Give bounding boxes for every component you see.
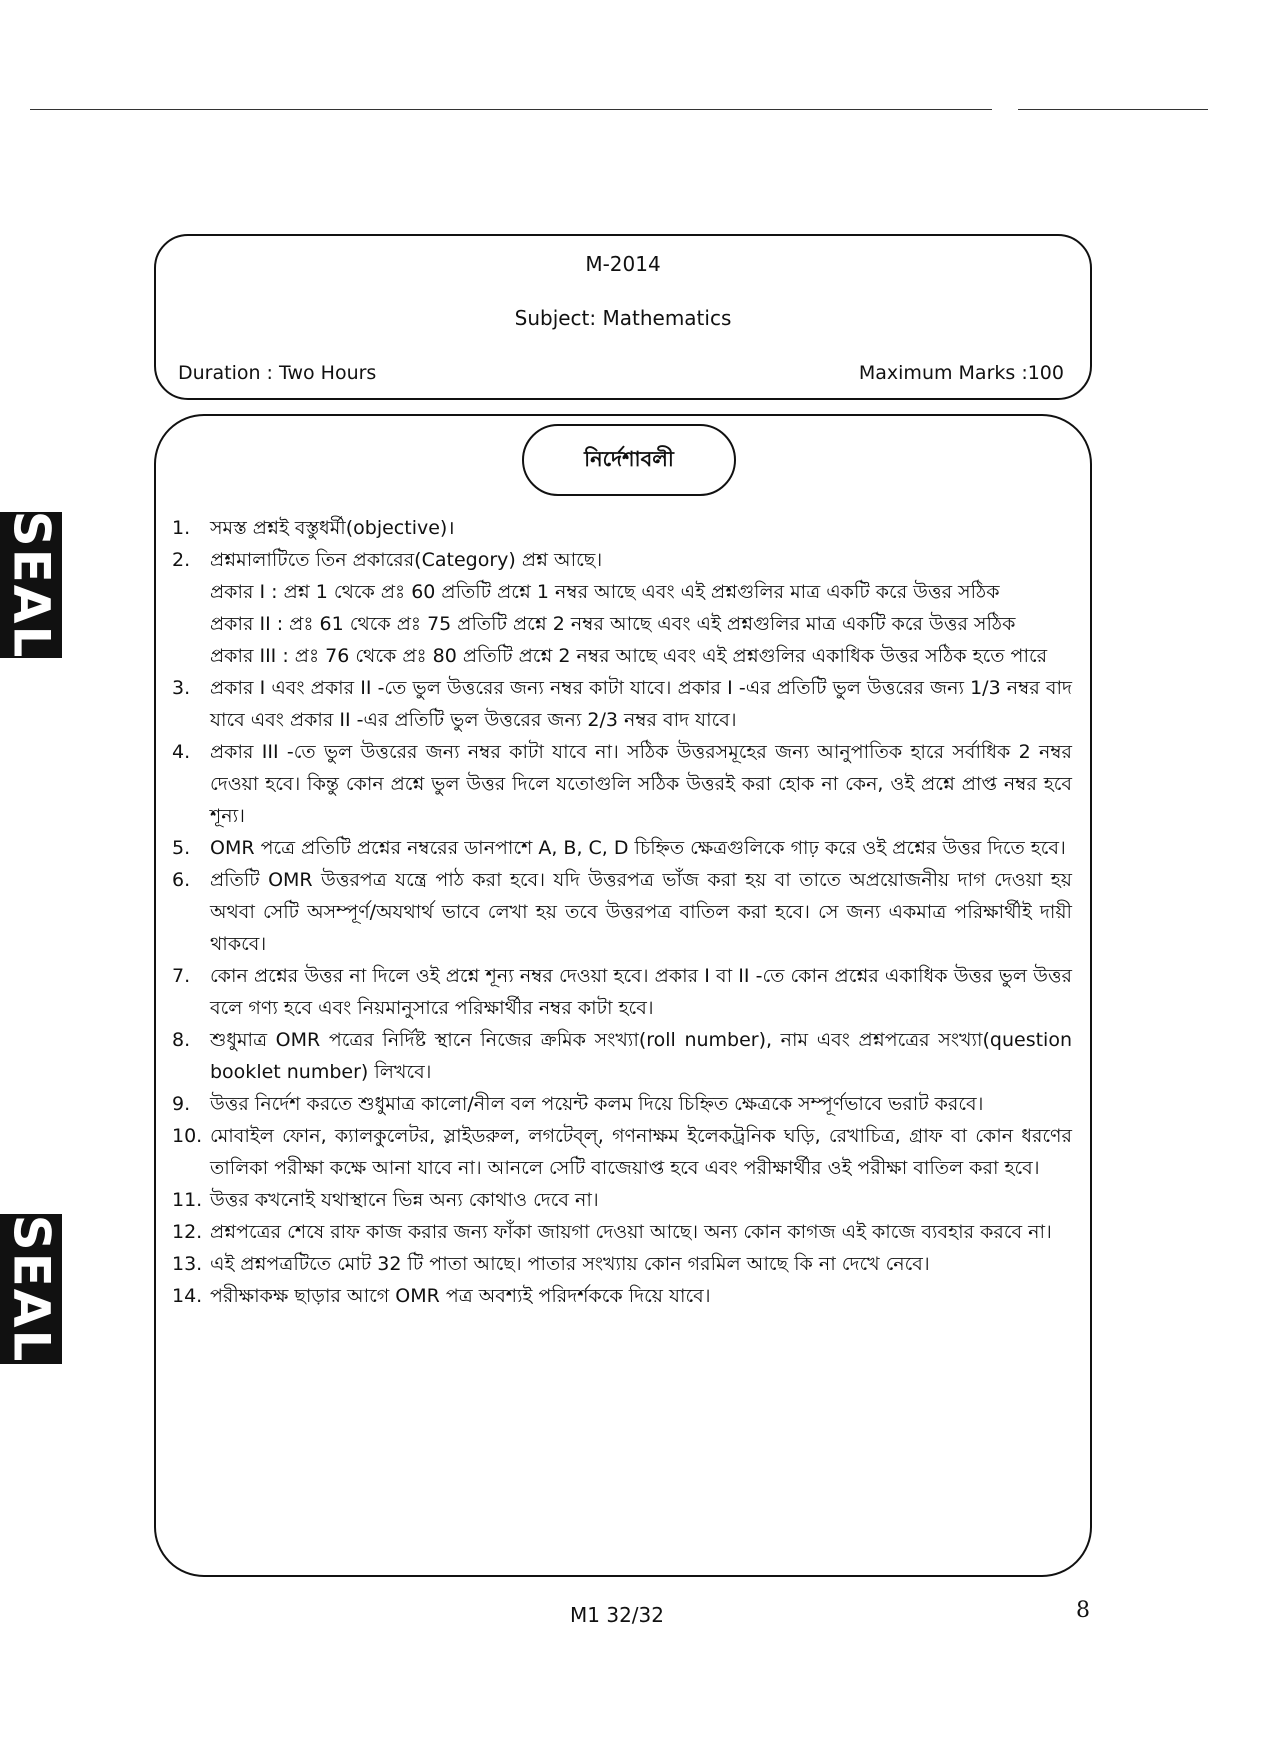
seal-stamp-upper <box>0 512 62 658</box>
instruction-item: 2. প্রশ্নমালাটিতে তিন প্রকারের(Category) প্রশ্ন আছে। <box>172 549 603 571</box>
instructions-list <box>172 512 1072 1312</box>
exam-duration: Duration : Two Hours <box>178 362 377 384</box>
instruction-item: 13. এই প্রশ্নপত্রটিতে মোট 32 টি পাতা আছে। পাতার সংখ্যায় কোন গরমিল আছে কি না দেখে নেবে। <box>172 1253 930 1275</box>
exam-code: M-2014 <box>585 252 661 276</box>
instructions-title: নির্দেশাবলী <box>522 424 736 496</box>
top-rule-left <box>30 109 992 110</box>
seal-label: SEAL <box>2 1214 61 1364</box>
instruction-item: 4. প্রকার III -তে ভুল উত্তরের জন্য নম্বর কাটা যাবে না। সঠিক উত্তরসমূহের জন্য আনুপাতিক হারে সর্বাধিক 2 নম্বর দেওয়া হবে। কিন্তু কোন প্রশ্নে ভুল উত্তর দিলে যতোগুলি সঠিক উত্তরই করা হোক না কেন, ওই প্রশ্নে প্রাপ্ত নম্বর হবে শূন্য। <box>172 741 1072 827</box>
seal-label: SEAL <box>2 510 61 660</box>
instruction-item: 5. OMR পত্রে প্রতিটি প্রশ্নের নম্বরের ডানপাশে A, B, C, D চিহ্নিত ক্ষেত্রগুলিকে গাঢ় করে ওই প্রশ্নের উত্তর দিতে হবে। <box>172 837 1066 859</box>
category-item: প্রকার I : প্রশ্ন 1 থেকে প্রঃ 60 প্রতিটি প্রশ্নে 1 নম্বর আছে এবং এই প্রশ্নগুলির মাত্র একটি করে উত্তর সঠিক <box>210 581 1000 603</box>
footer-page-code: M1 32/32 <box>570 1603 664 1627</box>
exam-header-box <box>154 234 1092 400</box>
exam-max-marks: Maximum Marks :100 <box>858 362 1064 384</box>
instruction-item: 3. প্রকার I এবং প্রকার II -তে ভুল উত্তরের জন্য নম্বর কাটা যাবে। প্রকার I -এর প্রতিটি ভুল উত্তরের জন্য 1/3 নম্বর বাদ যাবে এবং প্রকার II -এর প্রতিটি ভুল উত্তরের জন্য 2/3 নম্বর বাদ যাবে। <box>172 677 1072 731</box>
category-item: প্রকার II : প্রঃ 61 থেকে প্রঃ 75 প্রতিটি প্রশ্নে 2 নম্বর আছে এবং এই প্রশ্নগুলির মাত্র একটি করে উত্তর সঠিক <box>210 613 1016 635</box>
instruction-item: 12. প্রশ্নপত্রের শেষে রাফ কাজ করার জন্য ফাঁকা জায়গা দেওয়া আছে। অন্য কোন কাগজ এই কাজে ব্যবহার করবে না। <box>172 1221 1052 1243</box>
instruction-item: 1. সমস্ত প্রশ্নই বস্তুধর্মী(objective)। <box>172 517 455 539</box>
instruction-item: 6. প্রতিটি OMR উত্তরপত্র যন্ত্রে পাঠ করা হবে। যদি উত্তরপত্র ভাঁজ করা হয় বা তাতে অপ্রয়োজনীয় দাগ দেওয়া হয় অথবা সেটি অসম্পূর্ণ/অযথার্থ ভাবে লেখা হয় তবে উত্তরপত্র বাতিল করা হবে। সে জন্য একমাত্র পরিক্ষার্থীই দায়ী থাকবে। <box>172 869 1072 955</box>
instruction-item: 9. উত্তর নির্দেশ করতে শুধুমাত্র কালো/নীল বল পয়েন্ট কলম দিয়ে চিহ্নিত ক্ষেত্রকে সম্পূর্ণভাবে ভরাট করবে। <box>172 1093 984 1115</box>
instruction-item: 8. শুধুমাত্র OMR পত্রের নির্দিষ্ট স্থানে নিজের ক্রমিক সংখ্যা(roll number), নাম এবং প্রশ্নপত্রের সংখ্যা(question booklet number) লিখবে। <box>172 1029 1072 1083</box>
instruction-item: 11. উত্তর কখনোই যথাস্থানে ভিন্ন অন্য কোথাও দেবে না। <box>172 1189 599 1211</box>
instruction-item: 14. পরীক্ষাকক্ষ ছাড়ার আগে OMR পত্র অবশ্যই পরিদর্শককে দিয়ে যাবে। <box>172 1285 711 1307</box>
handwritten-page-mark: 8 <box>1076 1598 1090 1623</box>
exam-subject: Subject: Mathematics <box>514 306 732 330</box>
instruction-item: 10. মোবাইল ফোন, ক্যালকুলেটর, স্লাইডরুল, লগটেব্‌ল্‌, গণনাক্ষম ইলেকট্রনিক ঘড়ি, রেখাচিত্র, গ্রাফ বা কোন ধরণের তালিকা পরীক্ষা কক্ষে আনা যাবে না। আনলে সেটি বাজেয়াপ্ত হবে এবং পরীক্ষার্থীর ওই পরীক্ষা বাতিল করা হবে। <box>172 1125 1072 1179</box>
seal-stamp-lower <box>0 1214 62 1364</box>
instruction-item: 7. কোন প্রশ্নের উত্তর না দিলে ওই প্রশ্নে শূন্য নম্বর দেওয়া হবে। প্রকার I বা II -তে কোন প্রশ্নের একাধিক উত্তর ভুল উত্তর বলে গণ্য হবে এবং নিয়মানুসারে পরিক্ষার্থীর নম্বর কাটা হবে। <box>172 965 1072 1019</box>
top-rule-right <box>1018 109 1208 110</box>
category-item: প্রকার III : প্রঃ 76 থেকে প্রঃ 80 প্রতিটি প্রশ্নে 2 নম্বর আছে এবং এই প্রশ্নগুলির একাধিক উত্তর সঠিক হতে পারে <box>210 645 1048 667</box>
